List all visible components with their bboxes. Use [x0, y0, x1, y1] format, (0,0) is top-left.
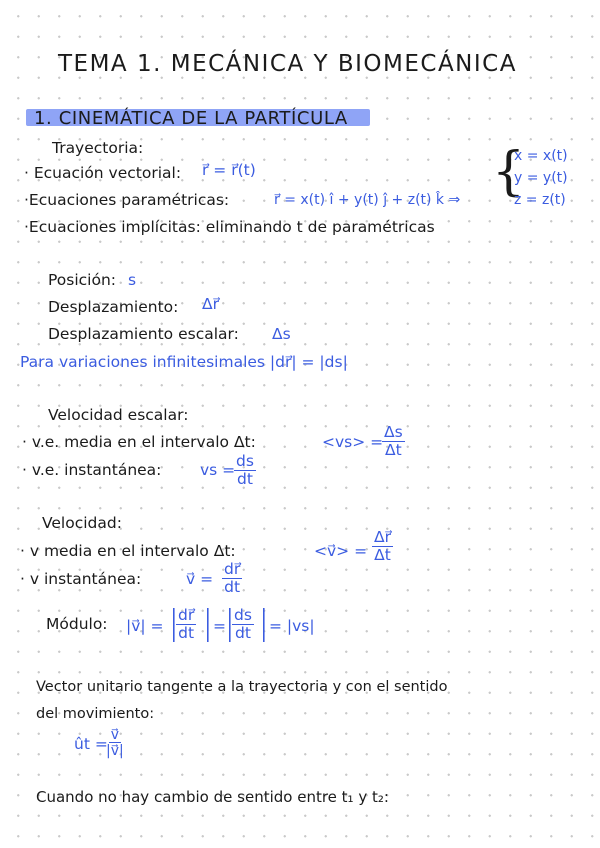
ve-media-fraction	[382, 425, 405, 458]
v-instantanea-fraction	[222, 562, 242, 595]
variaciones-infinitesimales: Para variaciones infinitesimales |dr⃗| = |ds|	[20, 353, 348, 371]
ve-media-lhs: <vs> =	[322, 433, 384, 451]
vector-unitario-line1: Vector unitario tangente a la trayectoria y con el sentido	[36, 679, 448, 695]
ve-media-numerator: Δs	[384, 423, 403, 441]
trayectoria-heading: Trayectoria:	[52, 139, 144, 157]
ve-instantanea-lhs: vs =	[200, 461, 236, 479]
ecuaciones-implicitas: ·Ecuaciones implícitas: eliminando t de paramétricas	[24, 218, 435, 236]
page-title: TEMA 1. MECÁNICA Y BIOMECÁNICA	[58, 51, 517, 77]
ecuaciones-parametricas-formula: r⃗ = x(t) î + y(t) ĵ + z(t) k̂ ⇒	[274, 192, 461, 208]
velocidad-heading: Velocidad:	[42, 514, 122, 532]
modulo-fraction-2	[232, 608, 254, 641]
abs-bar-left-2: |	[224, 603, 236, 643]
unitario-numerator: v⃗	[110, 727, 119, 743]
v-media-numerator: Δr⃗	[374, 528, 391, 546]
modulo-f2-denominator: dt	[235, 623, 251, 642]
unitario-fraction	[106, 728, 124, 758]
desplazamiento-label: Desplazamiento:	[48, 298, 179, 316]
final-line: Cuando no hay cambio de sentido entre t₁ y t₂:	[36, 788, 389, 806]
ve-media-label: · v.e. media en el intervalo Δt:	[22, 433, 256, 451]
system-z: z = z(t)	[514, 192, 566, 208]
desplazamiento-escalar-value: Δs	[272, 325, 291, 343]
system-x: x = x(t)	[514, 148, 568, 164]
v-media-fraction	[372, 530, 393, 563]
v-instantanea-numerator: dr⃗	[224, 560, 241, 578]
abs-bar-left-1: |	[168, 603, 180, 643]
posicion-label: Posición:	[48, 271, 117, 289]
ecuaciones-parametricas-label: ·Ecuaciones paramétricas:	[24, 191, 230, 209]
velocidad-escalar-heading: Velocidad escalar:	[48, 406, 189, 424]
modulo-fraction-1	[176, 608, 196, 641]
ve-instantanea-fraction	[234, 454, 256, 487]
section-heading: 1. CINEMÁTICA DE LA PARTÍCULA	[34, 108, 348, 129]
unitario-lhs: ût =	[74, 735, 108, 753]
ve-media-denominator: Δt	[385, 440, 402, 459]
posicion-value: s	[128, 271, 137, 289]
v-media-label: · v media en el intervalo Δt:	[20, 542, 236, 560]
v-instantanea-lhs: v⃗ =	[186, 570, 214, 588]
v-instantanea-label: · v instantánea:	[20, 570, 142, 588]
modulo-lhs: |v⃗| =	[126, 617, 164, 635]
ecuacion-vectorial-formula: r⃗ = r⃗(t)	[202, 161, 256, 179]
modulo-tail: = |vs|	[269, 617, 315, 635]
modulo-f1-numerator: dr⃗	[178, 606, 195, 624]
v-media-denominator: Δt	[374, 545, 391, 564]
system-brace: {	[492, 142, 526, 202]
modulo-f1-denominator: dt	[178, 623, 195, 642]
ve-instantanea-numerator: ds	[236, 452, 254, 470]
modulo-label: Módulo:	[46, 615, 108, 633]
desplazamiento-escalar-label: Desplazamiento escalar:	[48, 325, 239, 343]
modulo-f2-numerator: ds	[234, 606, 252, 624]
v-instantanea-denominator: dt	[224, 577, 241, 596]
ve-instantanea-label: · v.e. instantánea:	[22, 461, 162, 479]
system-y: y = y(t)	[514, 170, 568, 186]
abs-bar-right-1: |	[202, 603, 214, 643]
modulo-eq2: =	[213, 617, 226, 635]
unitario-denominator: |v⃗|	[106, 743, 124, 759]
desplazamiento-value: Δr⃗	[202, 295, 219, 313]
v-media-lhs: <v⃗> =	[314, 542, 368, 560]
vector-unitario-line2: del movimiento:	[36, 706, 155, 722]
ecuacion-vectorial-label: · Ecuación vectorial:	[24, 164, 182, 182]
ve-instantanea-denominator: dt	[237, 469, 253, 488]
abs-bar-right-2: |	[258, 603, 270, 643]
